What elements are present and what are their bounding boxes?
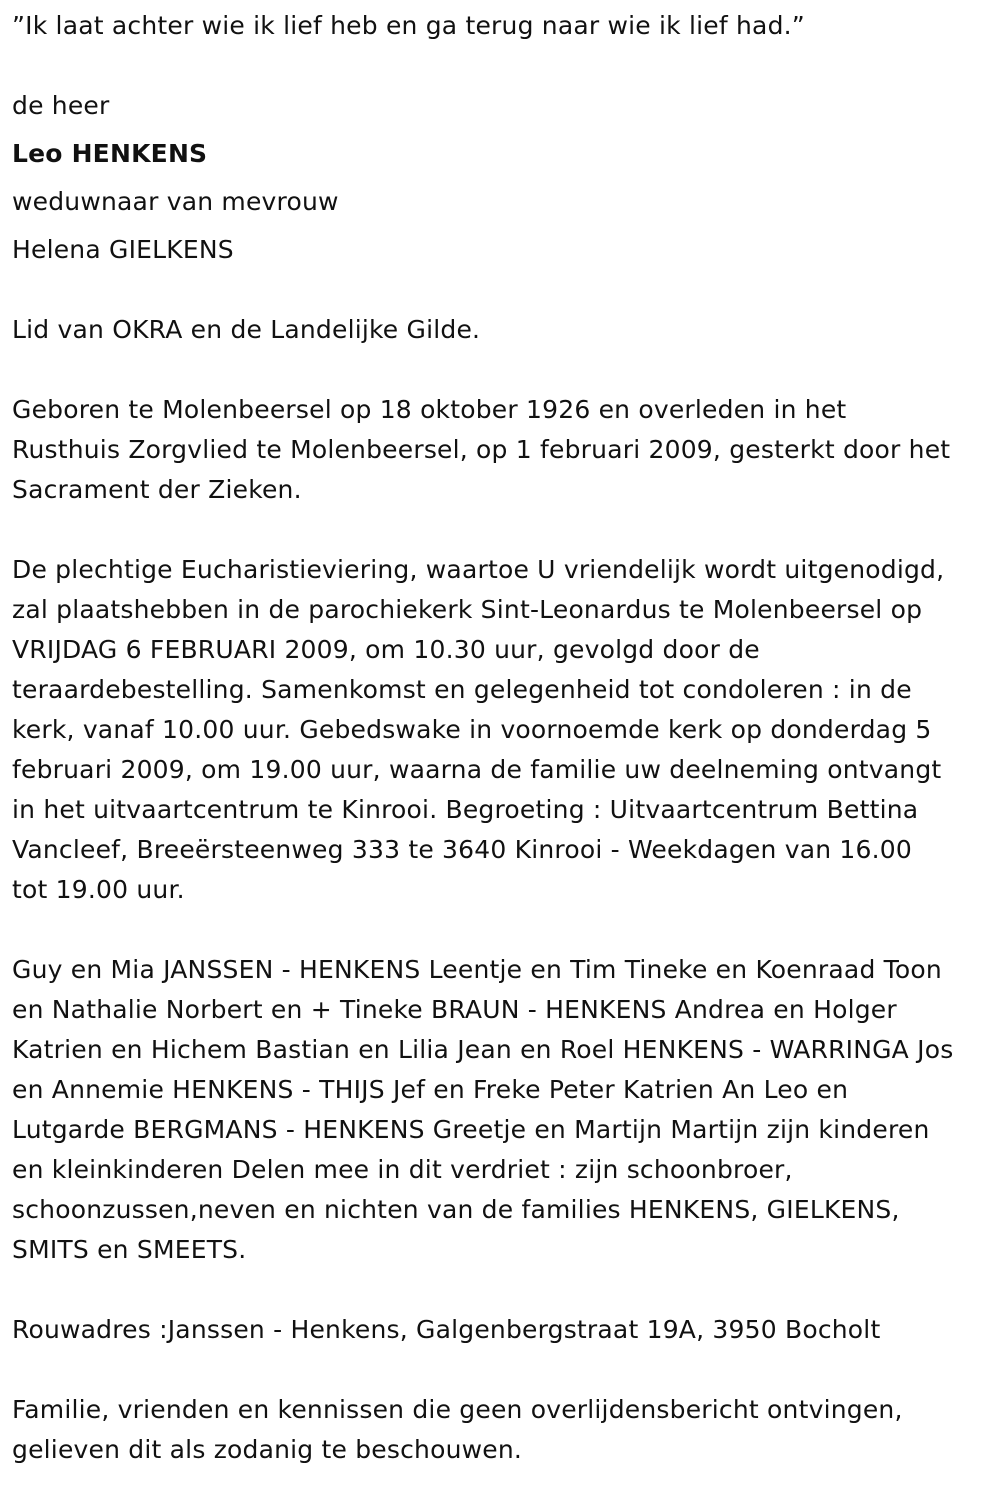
birth-death-paragraph (12, 390, 994, 510)
closing-paragraph (12, 1390, 994, 1470)
title-prefix: de heer (12, 91, 110, 120)
service-line: kerk, vanaf 10.00 uur. Gebedswake in voornoemde kerk op donderdag 5 (12, 715, 932, 744)
birth-death-line: Geboren te Molenbeersel op 18 oktober 1926 en overleden in het (12, 395, 847, 424)
relation-text: weduwnaar van mevrouw (12, 187, 339, 216)
family-line: Guy en Mia JANSSEN - HENKENS Leentje en Tim Tineke en Koenraad Toon (12, 955, 942, 984)
family-line: Lutgarde BERGMANS - HENKENS Greetje en Martijn Martijn zijn kinderen (12, 1115, 930, 1144)
family-line: en Nathalie Norbert en + Tineke BRAUN - HENKENS Andrea en Holger (12, 995, 897, 1024)
family-line: SMITS en SMEETS. (12, 1235, 247, 1264)
service-line: tot 19.00 uur. (12, 875, 185, 904)
family-paragraph (12, 950, 994, 1270)
service-line: zal plaatshebben in de parochiekerk Sint-Leonardus te Molenbeersel op (12, 595, 923, 624)
service-line: VRIJDAG 6 FEBRUARI 2009, om 10.30 uur, gevolgd door de (12, 635, 760, 664)
memorial-quote: ”Ik laat achter wie ik lief heb en ga terug naar wie ik lief had.” (12, 11, 805, 40)
service-paragraph (12, 550, 994, 910)
closing-line: gelieven dit als zodanig te beschouwen. (12, 1435, 523, 1464)
service-line: teraardebestelling. Samenkomst en gelegenheid tot condoleren : in de (12, 675, 912, 704)
service-line: februari 2009, om 19.00 uur, waarna de familie uw deelneming ontvangt (12, 755, 942, 784)
birth-death-line: Rusthuis Zorgvlied te Molenbeersel, op 1 februari 2009, gesterkt door het (12, 435, 951, 464)
spouse-name: Helena GIELKENS (12, 235, 234, 264)
birth-death-line: Sacrament der Zieken. (12, 475, 302, 504)
family-line: Katrien en Hichem Bastian en Lilia Jean en Roel HENKENS - WARRINGA Jos (12, 1035, 954, 1064)
family-line: en Annemie HENKENS - THIJS Jef en Freke Peter Katrien An Leo en (12, 1075, 849, 1104)
membership-text: Lid van OKRA en de Landelijke Gilde. (12, 315, 481, 344)
mourning-address: Rouwadres :Janssen - Henkens, Galgenbergstraat 19A, 3950 Bocholt (12, 1315, 881, 1344)
closing-line: Familie, vrienden en kennissen die geen overlijdensbericht ontvingen, (12, 1395, 903, 1424)
service-line: De plechtige Eucharistieviering, waartoe U vriendelijk wordt uitgenodigd, (12, 555, 945, 584)
family-line: en kleinkinderen Delen mee in dit verdriet : zijn schoonbroer, (12, 1155, 793, 1184)
service-line: Vancleef, Breeërsteenweg 333 te 3640 Kinrooi - Weekdagen van 16.00 (12, 835, 912, 864)
family-line: schoonzussen,neven en nichten van de families HENKENS, GIELKENS, (12, 1195, 900, 1224)
service-line: in het uitvaartcentrum te Kinrooi. Begroeting : Uitvaartcentrum Bettina (12, 795, 919, 824)
deceased-name: Leo HENKENS (12, 139, 208, 168)
